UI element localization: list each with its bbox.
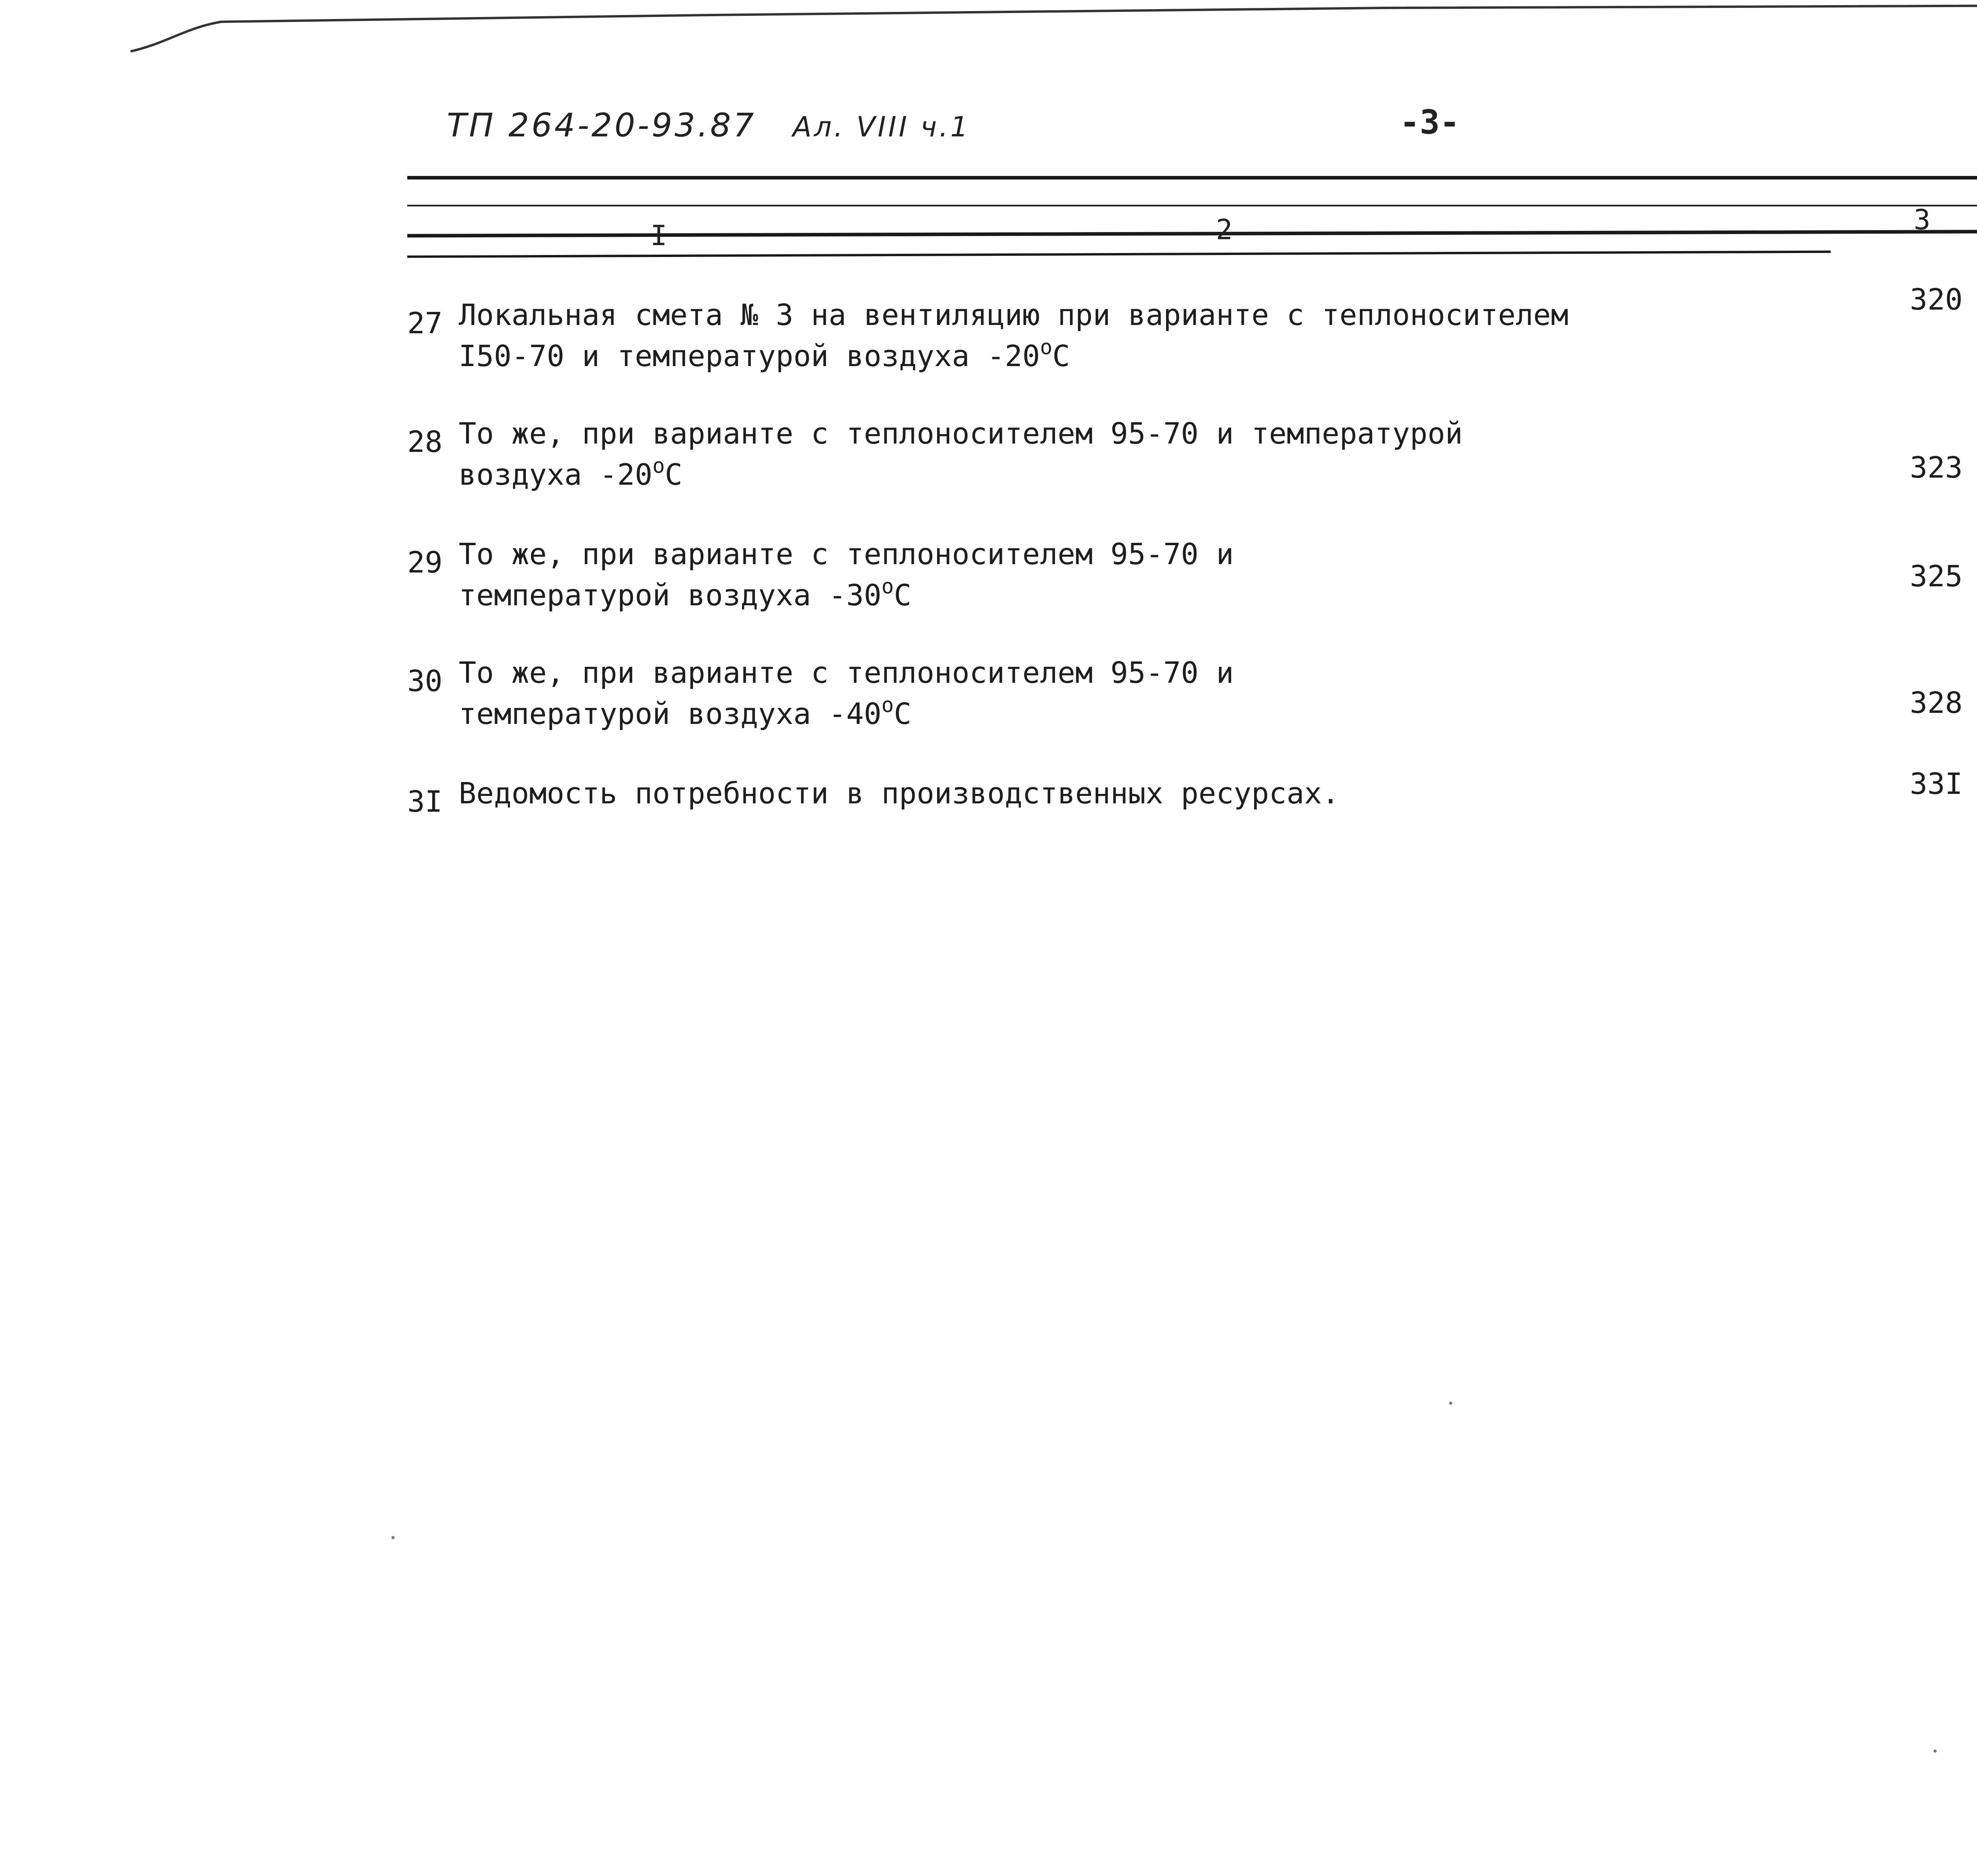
column-header-2: 2	[1216, 213, 1233, 246]
table-header-bottom-rule	[407, 229, 1977, 238]
row-description-30	[459, 652, 1234, 735]
page-number: -3-	[1400, 103, 1460, 142]
scan-speck	[391, 1536, 395, 1539]
row-description-28	[459, 413, 1463, 495]
row-text-line: То же, при варианте с теплоносителем 95-70 и температурой	[459, 417, 1463, 451]
album-reference: Ал. VIII ч.1	[792, 111, 971, 143]
row-text-line: Локальная смета № 3 на вентиляцию при варианте с теплоносителем	[459, 298, 1569, 332]
table-top-rule	[407, 176, 1977, 179]
row-text-line: Ведомость потребности в производственных ресурсах.	[459, 776, 1340, 810]
row-number-31: 3I	[407, 785, 443, 819]
row-page-29: 325	[1910, 559, 1963, 593]
table-top-rule-thin	[407, 205, 1977, 206]
row-text-line: температурой воздуха $-40^оС$	[459, 693, 912, 731]
row-text-line: температурой воздуха $-30^оС$	[459, 575, 912, 612]
column-header-1: I	[650, 219, 667, 252]
row-text-line: То же, при варианте с теплоносителем 95-70 и	[459, 537, 1234, 571]
scan-speck	[1934, 1749, 1937, 1753]
row-number-30: 30	[407, 664, 443, 698]
row-text-line: I50-70 и температурой воздуха $-20^оС$	[459, 336, 1070, 373]
row-page-27: 320	[1910, 283, 1963, 317]
row-description-29	[459, 534, 1234, 616]
scan-speck	[1449, 1402, 1452, 1405]
row-description-31	[459, 773, 1340, 814]
column-header-3: 3	[1914, 204, 1931, 236]
table-header-second-rule	[407, 251, 1831, 258]
scan-edge-line	[0, 0, 1977, 63]
row-text-line: воздуха $-20^оС$	[459, 454, 682, 492]
row-page-30: 328	[1910, 686, 1963, 720]
row-description-27	[459, 295, 1569, 377]
row-number-27: 27	[407, 306, 443, 340]
row-page-31: 33I	[1910, 767, 1963, 801]
doc-code-text: ТП 264-20-93.87	[447, 107, 756, 144]
row-number-28: 28	[407, 425, 443, 459]
document-code	[447, 107, 970, 144]
row-page-28: 323	[1910, 451, 1963, 485]
row-number-29: 29	[407, 546, 443, 580]
row-text-line: То же, при варианте с теплоносителем 95-70 и	[459, 656, 1234, 690]
